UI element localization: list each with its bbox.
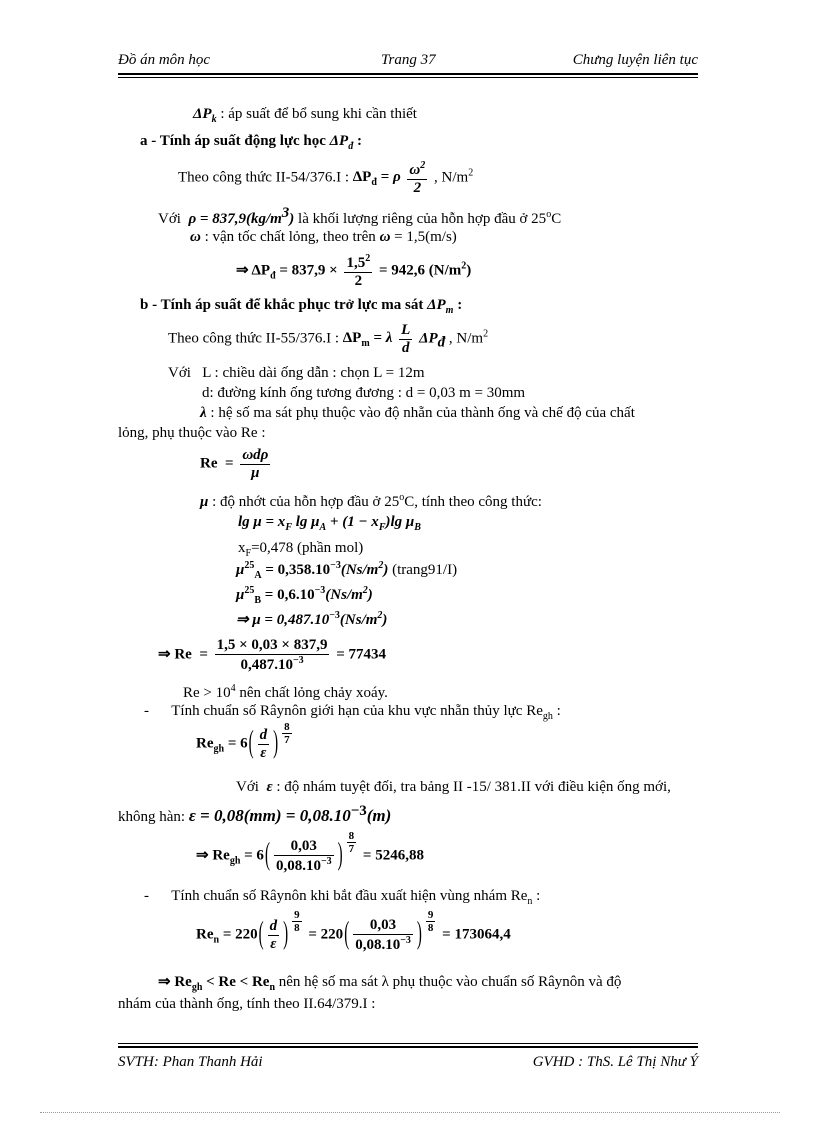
mu-result: ⇒ $\mu = 0,487.10^{-3}(Ns/m^2)$ (236, 610, 388, 628)
lg-mu-formula: $\lg \mu = x_F$ $\lg \mu_A + (1 - x_F)\lg$ $\mu_B$ (238, 514, 421, 533)
d-desc: d: đường kính ống tương đương : d = 0,03 m = 30mm (202, 385, 526, 401)
header-rule-thin (118, 77, 698, 78)
footer-rule (118, 1046, 698, 1048)
regh-result: ⇒ $Re_{gh} = 6$( $\frac{0,03}{0,08.10^{-3}}$ ) $\frac{8}{7}$ = 5246,88 (196, 830, 424, 874)
mu-A: $\mu^{25}_A = 0,358.10^{-3}(Ns/m^2)$ (trang91/I) (236, 560, 458, 581)
rho-line: Với $\rho = 837,9(kg/m^3)$ là khối lượng riêng của hỗn hợp đầu ở 25$^o$C (158, 205, 562, 227)
lambda-line: λ : hệ số ma sát phụ thuộc vào độ nhẵn của thành ống và chế độ của chất (200, 405, 635, 421)
omega-line: ω : vận tốc chất lỏng, theo trên ω = 1,5(m/s) (190, 229, 457, 245)
with-L: Với L : chiều dài ống dẫn : chọn L = 12m (168, 365, 425, 381)
page-bottom-divider (40, 1112, 780, 1113)
footer-supervisor: GVHD : ThS. Lê Thị Như Ý (532, 1054, 698, 1070)
eps-line: Với ε : độ nhám tuyệt đối, tra bảng II -15/ 381.II với điều kiện ống mới, (236, 779, 671, 795)
dpk-definition: $\Delta P_k$ : áp suất để bổ sung khi cần thiết (193, 106, 417, 125)
bullet-ren: - Tính chuẩn số Râynôn khi bắt đầu xuất hiện vùng nhám $Re_n$ : (144, 888, 541, 907)
re-turbulent-note: $Re > 10^4$ nên chất lỏng chảy xoáy. (183, 683, 388, 701)
lambda-line-2: lỏng, phụ thuộc vào Re : (118, 425, 266, 441)
conclusion-line: ⇒ $Re_{gh} < Re < Re_n$ nên hệ số ma sát λ phụ thuộc vào chuẩn số Râynôn và độ (158, 974, 622, 993)
mu-line: μ : độ nhớt của hỗn hợp đầu ở 25$^o$C, tính theo công thức: (200, 492, 542, 510)
conclusion-line-2: nhám của thành ống, tính theo II.64/379.I : (118, 996, 376, 1012)
re-definition: Re = $\frac{\text{ωdρ}}{\mu}$ (200, 447, 269, 481)
bullet-regh: - Tính chuẩn số Râynôn giới hạn của khu vực nhẵn thủy lực $Re_{gh}$ : (144, 703, 561, 722)
re-result: ⇒ Re = $\frac{1,5 \times 0,03 \times 837,9}{0,487.10^{-3}}$ = 77434 (158, 637, 387, 673)
eps-value-line: không hàn: $\varepsilon = 0,08(mm) = 0,08.10^{-3}(m)$ (118, 803, 392, 825)
regh-formula: $Re_{gh} = 6$( $\frac{d}{\varepsilon}$ ) $\frac{8}{7}$ (196, 721, 290, 761)
header-page-number: Trang 37 (381, 52, 436, 68)
header-rule (118, 73, 698, 75)
section-a-title: a - Tính áp suất động lực học $\Delta P_đ$ : (140, 133, 362, 152)
footer-student: SVTH: Phan Thanh Hải (118, 1054, 263, 1070)
mu-B: $\mu^{25}_B = 0,6.10^{-3}(Ns/m^2)$ (236, 585, 373, 606)
section-b-title: b - Tính áp suất để khắc phục trở lực ma sát $\Delta P_m$ : (140, 297, 463, 316)
xf-value: $x_F=0,478$ (phần mol) (238, 540, 364, 559)
dpd-result: ⇒ $\Delta P_đ = 837,9$ × $\frac{1,5^2}{2}$ = 942,6 $(N/m^2)$ (236, 253, 472, 289)
footer-rule-thin (118, 1043, 698, 1044)
header-left: Đồ án môn học (118, 52, 211, 68)
ren-formula: $Re_n = 220$( $\frac{d}{\varepsilon}$ ) $\frac{9}{8}$ = 220( $\frac{0,03}{0,08.10^{-3}}$ ) $\frac{9}{8}$ = 173064,4 (196, 909, 511, 953)
formula-dpm: Theo công thức II-55/376.I : $\Delta P_m = \lambda$ $\frac{L}{d}$ $\Delta P_đ$ , $N/m^2$ (168, 322, 489, 356)
header-right: Chưng luyện liên tục (572, 52, 698, 68)
formula-dpd: Theo công thức II-54/376.I : $\Delta P_đ = \rho$ $\frac{\omega^2}{2}$ , $N/m^2$ (178, 160, 474, 196)
